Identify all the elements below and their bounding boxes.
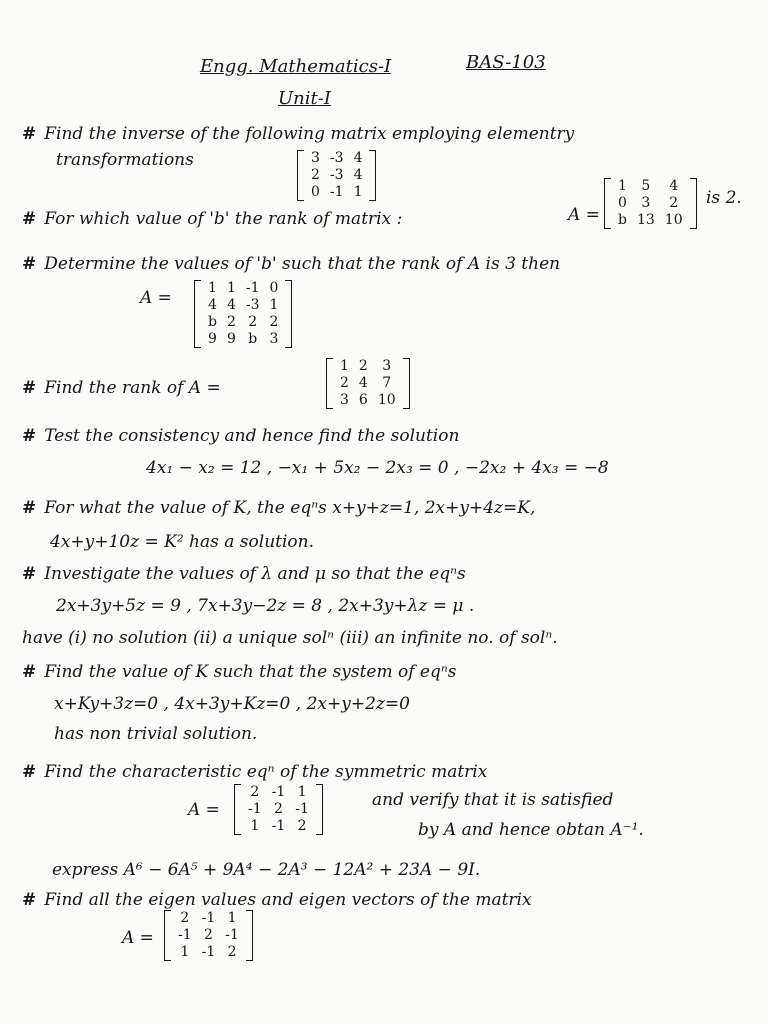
question-4-text: # Find the rank of A = xyxy=(22,378,221,398)
question-9-lhs: A = xyxy=(188,800,220,820)
matrix-cell: -3 xyxy=(329,167,344,183)
matrix-cell: 2 xyxy=(274,801,283,817)
matrix-cell: 5 xyxy=(641,178,651,194)
matrix-cell: 2 xyxy=(248,314,258,330)
question-4-matrix xyxy=(326,358,410,409)
matrix-cell: 2 xyxy=(358,358,368,374)
matrix-cell: 2 xyxy=(250,784,260,800)
matrix-row xyxy=(613,178,688,195)
matrix-cell: 0 xyxy=(269,280,279,296)
matrix-row xyxy=(203,331,283,348)
matrix-cell: 2 xyxy=(340,375,349,391)
matrix-cell: -1 xyxy=(178,927,192,943)
question-2-lhs: A = xyxy=(568,205,600,225)
matrix-cell: 3 xyxy=(382,358,392,374)
matrix-cell: 2 xyxy=(227,944,237,960)
matrix-cell: -1 xyxy=(329,184,344,200)
matrix-cell: 1 xyxy=(250,818,260,834)
course-code: BAS-103 xyxy=(466,52,546,73)
question-5-equations: 4x₁ − x₂ = 12 , −x₁ + 5x₂ − 2x₃ = 0 , −2x₂ + 4x₃ = −8 xyxy=(146,458,609,478)
matrix-cell: 2 xyxy=(226,314,236,330)
matrix-cell: -1 xyxy=(225,927,239,943)
question-5-text: # Test the consistency and hence find the solution xyxy=(22,426,460,446)
matrix-cell: 0 xyxy=(618,195,627,211)
question-7-line-1: # Investigate the values of λ and μ so that the eqⁿs xyxy=(22,564,466,584)
question-9-line-2: and verify that it is satisfied xyxy=(372,790,614,810)
matrix-row xyxy=(173,944,244,961)
hash-marker: # xyxy=(22,426,37,446)
matrix-cell: 4 xyxy=(353,150,363,166)
matrix-row xyxy=(335,358,401,375)
question-2-matrix xyxy=(604,178,697,229)
hash-marker: # xyxy=(22,254,37,274)
matrix-cell: 1 xyxy=(208,280,217,296)
matrix-cell: -1 xyxy=(201,910,216,926)
matrix-cell: 7 xyxy=(382,375,392,391)
matrix-cell: 4 xyxy=(226,297,236,313)
matrix-cell: -1 xyxy=(271,784,286,800)
matrix-cell: 3 xyxy=(269,331,279,347)
question-2-suffix: is 2. xyxy=(706,188,742,208)
matrix-cell: b xyxy=(618,212,627,228)
question-8-line-1: # Find the value of K such that the system of eqⁿs xyxy=(22,662,457,682)
matrix-row xyxy=(243,818,314,835)
matrix-cell: 1 xyxy=(226,280,236,296)
matrix-cell: -1 xyxy=(245,280,260,296)
matrix-row xyxy=(306,184,367,201)
matrix-cell: b xyxy=(248,331,258,347)
question-1-line-2: transformations xyxy=(56,150,194,170)
matrix-cell: 3 xyxy=(340,392,349,408)
question-2-text: # For which value of 'b' the rank of matrix : xyxy=(22,209,403,229)
question-1-line-1: # Find the inverse of the following matrix employing elementry xyxy=(22,124,575,144)
hash-marker: # xyxy=(22,498,37,518)
matrix-cell: -3 xyxy=(329,150,344,166)
matrix-cell: 2 xyxy=(669,195,679,211)
matrix-row xyxy=(306,167,367,184)
matrix-cell: 10 xyxy=(377,392,396,408)
matrix-cell: 2 xyxy=(311,167,320,183)
matrix-cell: 1 xyxy=(618,178,627,194)
question-3-lhs: A = xyxy=(140,288,172,308)
matrix-cell: 2 xyxy=(180,910,190,926)
matrix-cell: 1 xyxy=(269,297,279,313)
question-10-lhs: A = xyxy=(122,928,154,948)
question-8-line-2: x+Ky+3z=0 , 4x+3y+Kz=0 , 2x+y+2z=0 xyxy=(54,694,410,714)
course-title xyxy=(200,58,391,76)
matrix-cell: 6 xyxy=(358,392,368,408)
question-6-line-2: 4x+y+10z = K² has a solution. xyxy=(50,532,315,552)
question-9-line-4: express A⁶ − 6A⁵ + 9A⁴ − 2A³ − 12A² + 23A − 9I. xyxy=(52,860,481,880)
matrix-row xyxy=(335,375,401,392)
question-3-matrix xyxy=(194,280,292,348)
matrix-row xyxy=(203,297,283,314)
matrix-cell: b xyxy=(208,314,217,330)
question-6-line-1: # For what the value of K, the eqⁿs x+y+z=1, 2x+y+4z=K, xyxy=(22,498,536,518)
matrix-row xyxy=(243,801,314,818)
hash-marker: # xyxy=(22,890,37,910)
course-name: Engg. Mathematics-I xyxy=(200,56,392,77)
matrix-cell: 4 xyxy=(208,297,217,313)
question-10-matrix xyxy=(164,910,253,961)
hash-marker: # xyxy=(22,124,37,144)
matrix-cell: 9 xyxy=(226,331,236,347)
matrix-cell: -1 xyxy=(248,801,262,817)
matrix-cell: 4 xyxy=(358,375,368,391)
matrix-cell: 13 xyxy=(636,212,655,228)
matrix-cell: 3 xyxy=(641,195,651,211)
question-9-line-3: by A and hence obtan A⁻¹. xyxy=(418,820,644,840)
matrix-row xyxy=(203,314,283,331)
question-8-line-3: has non trivial solution. xyxy=(54,724,258,744)
matrix-cell: 1 xyxy=(297,784,307,800)
matrix-row xyxy=(613,212,688,229)
matrix-cell: 2 xyxy=(204,927,213,943)
question-7-line-2: 2x+3y+5z = 9 , 7x+3y−2z = 8 , 2x+3y+λz = μ . xyxy=(56,596,475,616)
matrix-cell: -1 xyxy=(271,818,286,834)
matrix-row xyxy=(203,280,283,297)
matrix-cell: 4 xyxy=(353,167,363,183)
matrix-cell: 1 xyxy=(353,184,363,200)
matrix-row xyxy=(335,392,401,409)
matrix-row xyxy=(613,195,688,212)
question-1-matrix xyxy=(297,150,376,201)
matrix-cell: 3 xyxy=(311,150,320,166)
matrix-cell: 2 xyxy=(297,818,307,834)
hash-marker: # xyxy=(22,662,37,682)
question-9-matrix xyxy=(234,784,323,835)
matrix-cell: 1 xyxy=(180,944,190,960)
hash-marker: # xyxy=(22,209,37,229)
hash-marker: # xyxy=(22,762,37,782)
question-10-line-1: # Find all the eigen values and eigen vectors of the matrix xyxy=(22,890,532,910)
matrix-cell: -3 xyxy=(245,297,260,313)
matrix-cell: 9 xyxy=(208,331,217,347)
matrix-cell: -1 xyxy=(295,801,309,817)
unit-heading: Unit-I xyxy=(278,88,331,109)
question-7-line-3: have (i) no solution (ii) a unique solⁿ (iii) an infinite no. of solⁿ. xyxy=(22,628,558,648)
matrix-row xyxy=(173,927,244,944)
question-3-text: # Determine the values of 'b' such that the rank of A is 3 then xyxy=(22,254,561,274)
hash-marker: # xyxy=(22,564,37,584)
matrix-cell: 10 xyxy=(664,212,683,228)
hash-marker: # xyxy=(22,378,37,398)
matrix-cell: 2 xyxy=(269,314,279,330)
matrix-cell: 1 xyxy=(340,358,349,374)
matrix-row xyxy=(173,910,244,927)
matrix-row xyxy=(306,150,367,167)
matrix-cell: 4 xyxy=(669,178,679,194)
matrix-cell: 1 xyxy=(227,910,237,926)
matrix-row xyxy=(243,784,314,801)
question-9-line-1: # Find the characteristic eqⁿ of the symmetric matrix xyxy=(22,762,488,782)
matrix-cell: 0 xyxy=(311,184,320,200)
matrix-cell: -1 xyxy=(201,944,216,960)
